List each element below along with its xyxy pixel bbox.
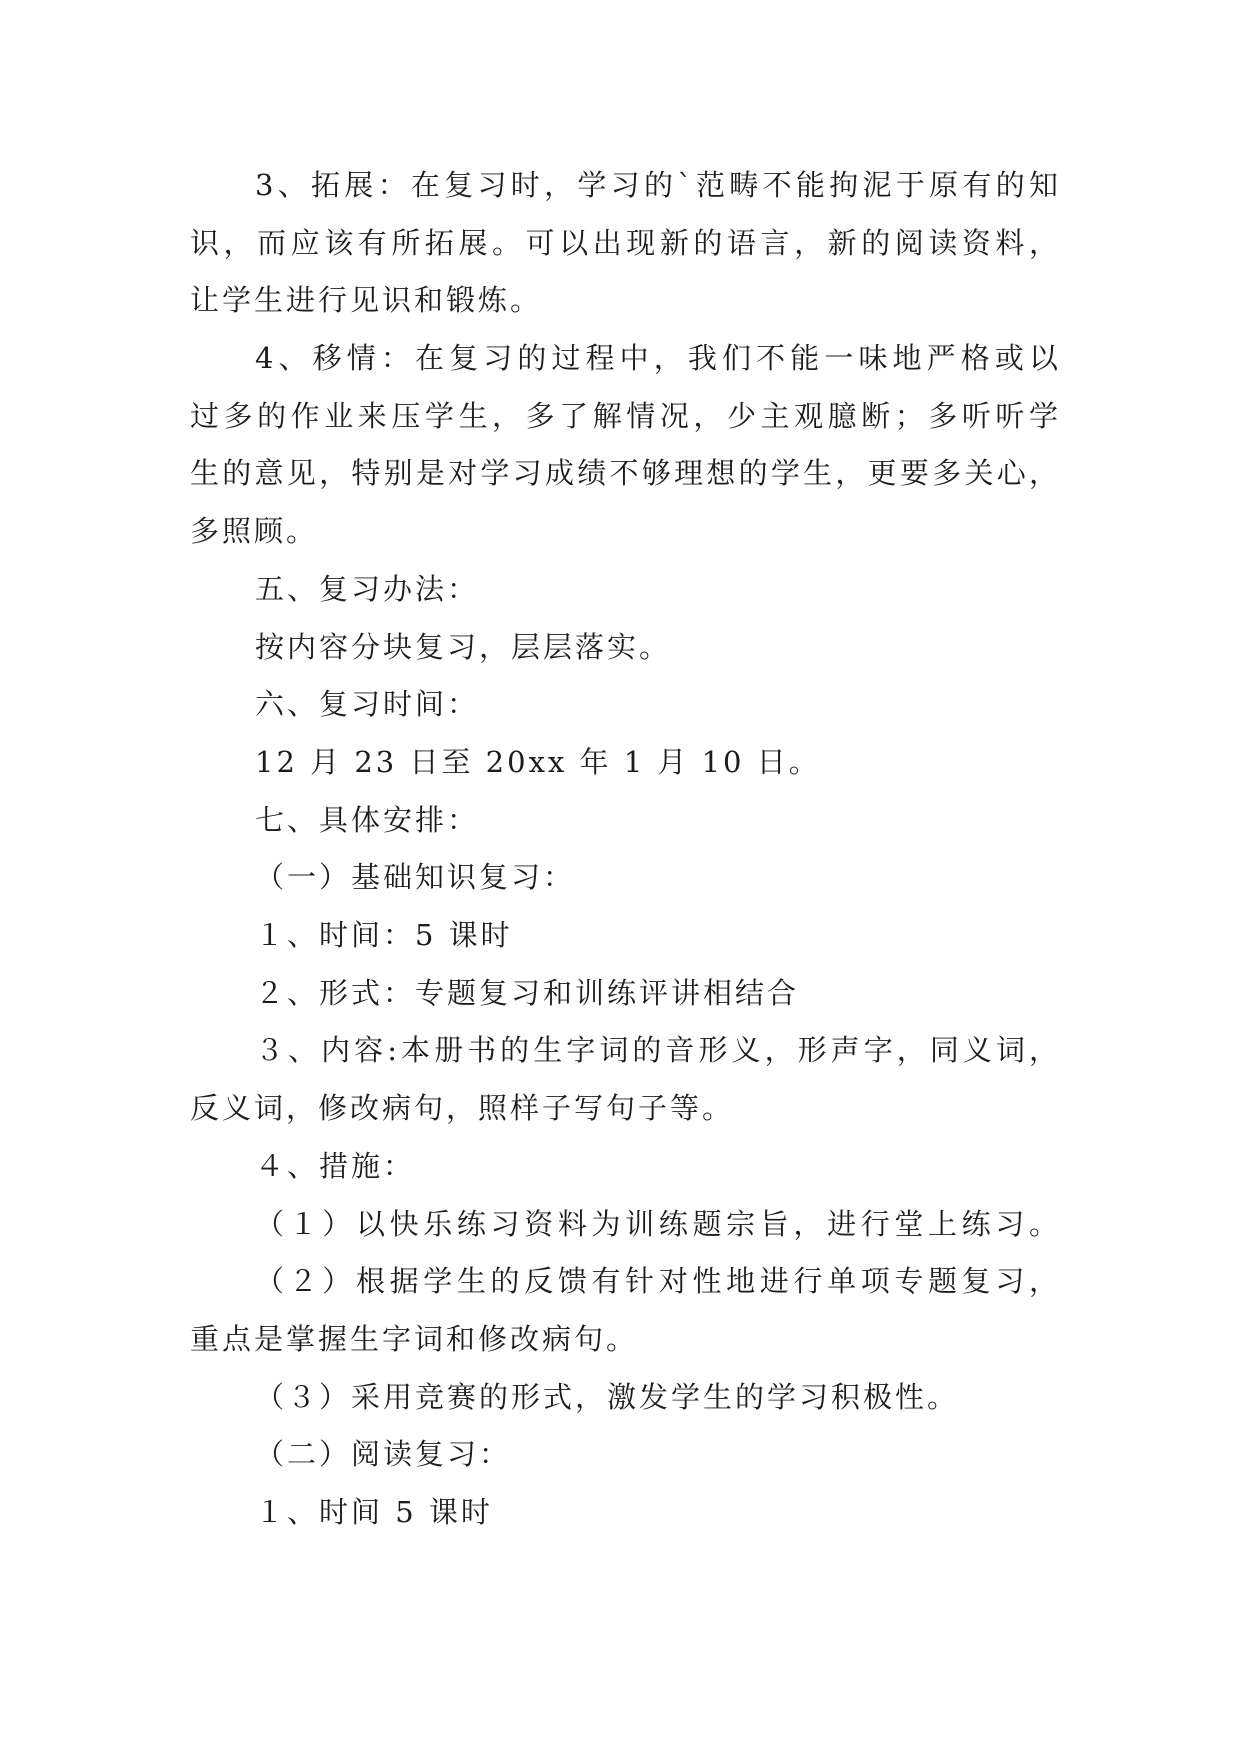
paragraph-line: 按内容分块复习，层层落实。	[255, 630, 672, 664]
paragraph-line: 重点是掌握生字词和修改病句。	[190, 1322, 639, 1356]
list-item: （１）以快乐练习资料为训练题宗旨，进行堂上练习。	[255, 1207, 1058, 1241]
paragraph-line: 过多的作业来压学生，多了解情况，少主观臆断；多听听学	[190, 399, 1058, 433]
paragraph-line: 反义词，修改病句，照样子写句子等。	[190, 1091, 735, 1125]
list-item: １、时间：5 课时	[255, 918, 513, 952]
list-item: （３）采用竞赛的形式，激发学生的学习积极性。	[255, 1380, 960, 1414]
list-item: （２）根据学生的反馈有针对性地进行单项专题复习，	[255, 1264, 1058, 1298]
section-heading: 七、具体安排：	[255, 803, 480, 837]
section-heading: 六、复习时间：	[255, 687, 480, 721]
paragraph-line: 4、移情：在复习的过程中，我们不能一味地严格或以	[255, 341, 1058, 375]
subsection-heading: （一）基础知识复习：	[255, 860, 576, 894]
list-item: ２、形式：专题复习和训练评讲相结合	[255, 976, 800, 1010]
paragraph-line: 12 月 23 日至 20xx 年 1 月 10 日。	[255, 745, 821, 779]
paragraph-line: 让学生进行见识和锻炼。	[190, 283, 543, 317]
paragraph-line: 多照顾。	[190, 514, 319, 548]
paragraph-line: 生的意见，特别是对学习成绩不够理想的学生，更要多关心，	[190, 456, 1058, 490]
section-heading: 五、复习办法：	[255, 572, 480, 606]
paragraph-line: 3、拓展：在复习时，学习的`范畴不能拘泥于原有的知	[255, 168, 1058, 202]
list-item: ４、措施：	[255, 1149, 416, 1183]
list-item: ３、内容:本册书的生字词的音形义，形声字，同义词，	[255, 1033, 1058, 1067]
list-item: １、时间 5 课时	[255, 1495, 493, 1529]
paragraph-line: 识，而应该有所拓展。可以出现新的语言，新的阅读资料，	[190, 226, 1058, 260]
subsection-heading: （二）阅读复习：	[255, 1437, 512, 1471]
